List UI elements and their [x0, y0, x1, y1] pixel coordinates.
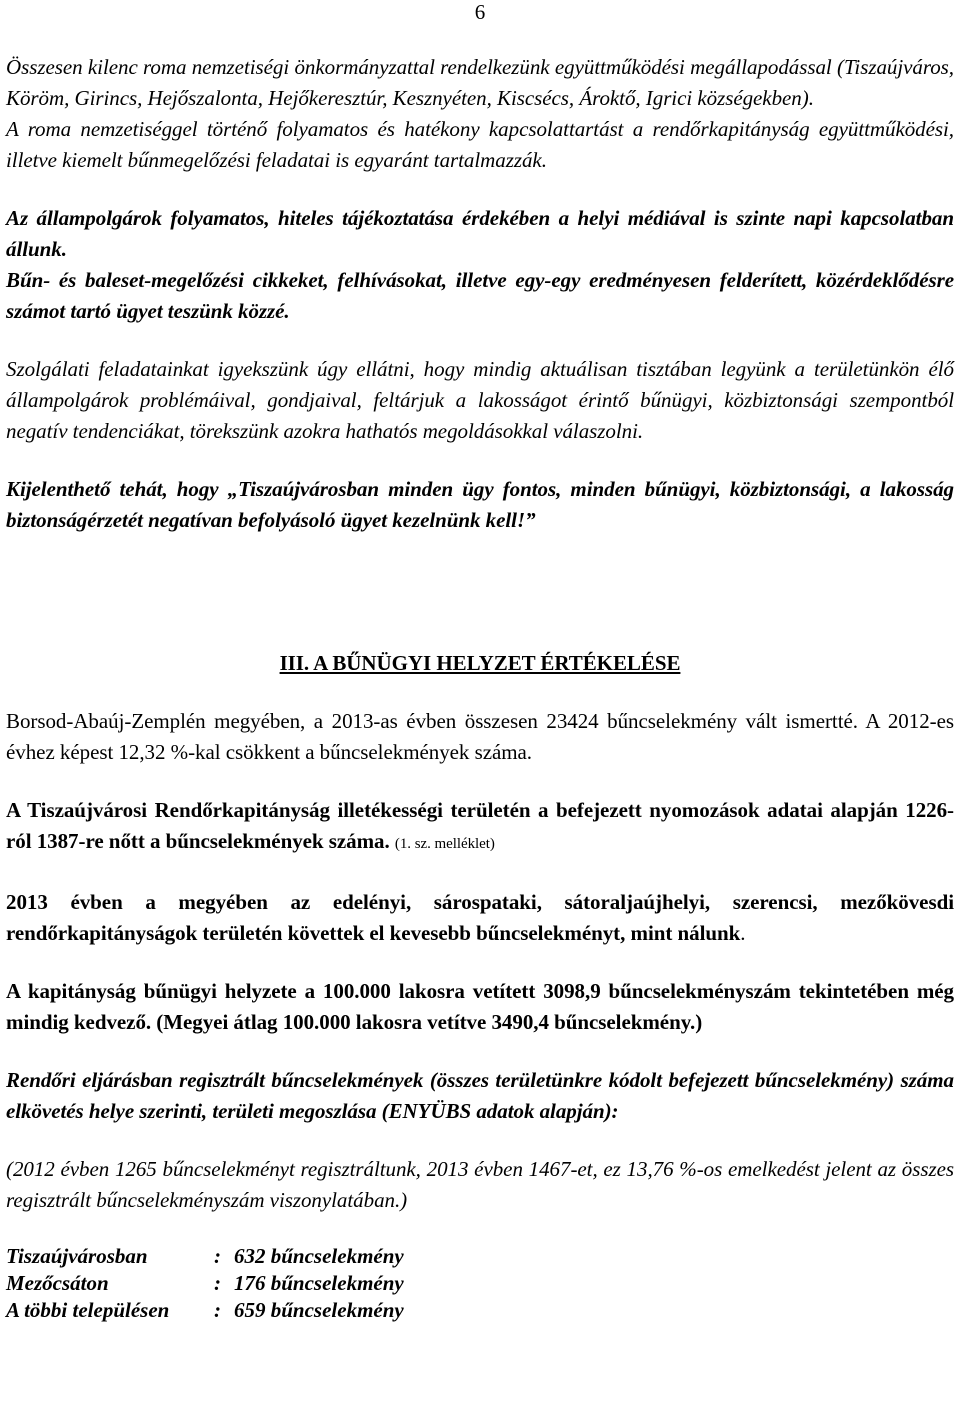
stats-list — [6, 1243, 954, 1324]
paragraph-yearly-change: (2012 évben 1265 bűncselekményt regisztráltunk, 2013 évben 1467-et, ez 13,76 %-os emelkedést jelent az összes regisztrált bűncselekményszám viszonylatában.) — [6, 1157, 954, 1212]
paragraph-local-crime — [6, 795, 954, 860]
page-content — [6, 52, 954, 1324]
stat-value: 176 bűncselekmény — [234, 1271, 404, 1295]
section-heading-text: III. A BŰNÜGYI HELYZET ÉRTÉKELÉSE — [279, 651, 681, 675]
stat-value: 659 bűncselekmény — [234, 1298, 404, 1322]
stat-row — [6, 1270, 954, 1297]
section-heading — [6, 648, 954, 679]
local-crime-text: A Tiszaújvárosi Rendőrkapitányság illetékességi területén a befejezett nyomozások adatai alapján 1226-ról 1387-re nőtt a bűncselekmények száma. — [6, 798, 954, 853]
paragraph-service-tasks: Szolgálati feladatainkat igyekszünk úgy ellátni, hogy mindig aktuálisan tisztában legyünk a területünkön élő állampolgárok problémáival, gondjaival, feltárjuk a lakosságot érintő bűnügyi, közbiztonsági szempontból negatív tendenciákat, törekszünk azokra hathatós megoldásokkal válaszolni. — [6, 357, 954, 443]
stat-row — [6, 1297, 954, 1324]
paragraph-media: Az állampolgárok folyamatos, hiteles tájékoztatása érdekében a helyi médiával is szinte napi kapcsolatban állunk. — [6, 206, 954, 261]
stat-label: A többi településen — [6, 1298, 170, 1322]
page-number: 6 — [474, 0, 486, 24]
stat-label: Tiszaújvárosban — [6, 1244, 148, 1268]
stat-colon: : — [214, 1271, 221, 1295]
paragraph-crime-rate: A kapitányság bűnügyi helyzete a 100.000 lakosra vetített 3098,9 bűncselekményszám tekintetében még mindig kedvező. (Megyei átlag 100.000 lakosra vetítve 3490,4 bűncselekmény.) — [6, 979, 954, 1034]
stat-colon: : — [214, 1298, 221, 1322]
county-comparison-text: 2013 évben a megyében az edelényi, sárospataki, sátoraljaújhelyi, szerencsi, mezőkövesdi rendőrkapitányságok területén követtek el kevesebb bűncselekményt, mint nálunk — [6, 890, 954, 945]
paragraph-prevention: Bűn- és baleset-megelőzési cikkeket, felhívásokat, illetve egy-egy eredményesen felderített, közérdeklődésre számot tartó ügyet teszünk közzé. — [6, 268, 954, 323]
paragraph-declaration: Kijelenthető tehát, hogy „Tiszaújvárosban minden ügy fontos, minden bűnügyi, közbiztonsági, a lakosság biztonságérzetét negatívan befolyásoló ügyet kezelnünk kell!” — [6, 477, 954, 532]
county-comparison-end: . — [740, 921, 746, 945]
document-page — [6, 0, 954, 1416]
paragraph-county-crime: Borsod-Abaúj-Zemplén megyében, a 2013-as évben összesen 23424 bűncselekmény vált ismertté. A 2012-es évhez képest 12,32 %-kal csökkent a bűncselekmények száma. — [6, 709, 954, 764]
paragraph-roma-agreements: Összesen kilenc roma nemzetiségi önkormányzattal rendelkezünk együttműködési megállapodással (Tiszaújváros, Köröm, Girincs, Hejőszalonta, Hejőkeresztúr, Kesznyéten, Kiscsécs, Ároktő, Igrici községekben). — [6, 55, 954, 110]
paragraph-county-comparison — [6, 887, 954, 949]
paragraph-roma-contact: A roma nemzetiséggel történő folyamatos és hatékony kapcsolattartást a rendőrkapitányság együttműködési, illetve kiemelt bűnmegelőzési feladatai is egyaránt tartalmazzák. — [6, 117, 954, 172]
stat-colon: : — [214, 1244, 221, 1268]
appendix-note: (1. sz. melléklet) — [394, 836, 495, 852]
stat-value: 632 bűncselekmény — [234, 1244, 404, 1268]
stat-row — [6, 1243, 954, 1270]
stat-label: Mezőcsáton — [6, 1271, 109, 1295]
paragraph-registered-crimes: Rendőri eljárásban regisztrált bűncselekmények (összes területünkre kódolt befejezett bűncselekmény) száma elkövetés helye szerinti, területi megoszlása (ENYÜBS adatok alapján): — [6, 1068, 954, 1123]
